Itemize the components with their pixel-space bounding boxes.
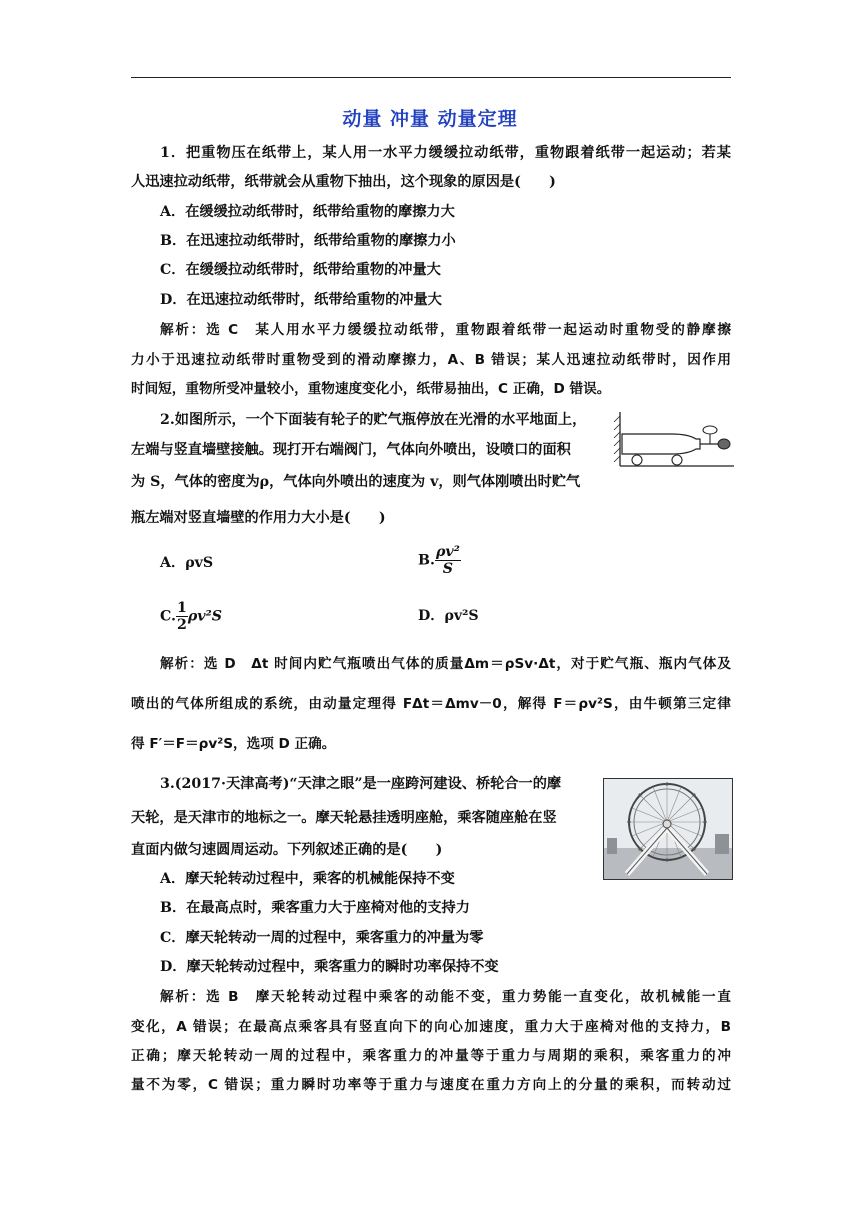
q1-option-b: B．在迅速拉动纸带时，纸带给重物的摩擦力小 <box>160 233 456 249</box>
q3-solution-line-2: 变化，A 错误；在最高点乘客具有竖直向下的向心加速度，重力大于座椅对他的支持力，B <box>131 1019 731 1035</box>
q3-option-a: A．摩天轮转动过程中，乘客的机械能保持不变 <box>160 871 455 887</box>
q1-option-a: A．在缓缓拉动纸带时，纸带给重物的摩擦力大 <box>160 204 455 220</box>
q2-option-c-denominator: 2 <box>176 617 187 633</box>
q3-stem-line-2: 天轮，是天津市的地标之一。摩天轮悬挂透明座舱，乘客随座舱在竖 <box>131 810 557 826</box>
q1-solution-line-1: 解析：选 C 某人用水平力缓缓拉动纸带，重物跟着纸带一起运动时重物受的静摩擦 <box>160 322 731 338</box>
q2-option-d: D．ρv²S <box>418 608 479 624</box>
q2-option-c-fraction <box>176 600 188 633</box>
q2-option-a: A．ρvS <box>160 555 214 571</box>
q2-option-b <box>418 544 461 577</box>
gas-cylinder-figure <box>612 410 736 472</box>
q3-option-c: C．摩天轮转动一周的过程中，乘客重力的冲量为零 <box>160 930 484 946</box>
q2-option-b-numerator: ρv² <box>435 544 460 560</box>
q3-solution-line-4: 量不为零，C 错误；重力瞬时功率等于重力与速度在重力方向上的分量的乘积，而转动过 <box>131 1077 731 1093</box>
q2-option-c-numerator: 1 <box>176 600 187 616</box>
q1-solution-line-2: 力小于迅速拉动纸带时重物受到的滑动摩擦力，A、B 错误；某人迅速拉动纸带时，因作用 <box>131 352 731 368</box>
q2-stem-line-3: 为 S，气体的密度为ρ，气体向外喷出的速度为 v，则气体刚喷出时贮气 <box>131 474 581 490</box>
q3-option-d: D．摩天轮转动过程中，乘客重力的瞬时功率保持不变 <box>160 959 499 975</box>
q2-option-b-fraction <box>435 544 461 577</box>
q3-solution-line-3: 正确；摩天轮转动一周的过程中，乘客重力的冲量等于重力与周期的乘积，乘客重力的冲 <box>131 1048 731 1064</box>
q2-solution-line-2: 喷出的气体所组成的系统，由动量定理得 FΔt＝Δmv－0，解得 F＝ρv²S，由牛顿第三定律 <box>131 696 731 712</box>
q1-option-c: C．在缓缓拉动纸带时，纸带给重物的冲量大 <box>160 262 441 278</box>
q2-option-b-denominator: S <box>442 561 454 577</box>
q1-solution-line-3: 时间短，重物所受冲量较小，重物速度变化小，纸带易抽出，C 正确，D 错误。 <box>131 381 611 397</box>
q2-solution-line-3: 得 F′＝F＝ρv²S，选项 D 正确。 <box>131 736 336 752</box>
q3-option-b: B．在最高点时，乘客重力大于座椅对他的支持力 <box>160 900 470 916</box>
q3-stem-line-3: 直面内做匀速圆周运动。下列叙述正确的是( ) <box>131 842 443 858</box>
q3-stem-line-1: 3.(2017·天津高考)“天津之眼”是一座跨河建设、桥轮合一的摩 <box>160 776 562 792</box>
q2-option-c <box>160 600 222 633</box>
q2-stem-line-1: 2.如图所示，一个下面装有轮子的贮气瓶停放在光滑的水平地面上， <box>160 412 587 428</box>
header-rule <box>131 77 731 78</box>
page-title: 动量 冲量 动量定理 <box>342 108 518 130</box>
q2-option-b-label: B. <box>418 552 435 569</box>
q1-stem-line-2: 人迅速拉动纸带，纸带就会从重物下抽出，这个现象的原因是( ) <box>131 174 556 190</box>
ferris-wheel-photo <box>603 778 733 880</box>
q2-solution-line-1: 解析：选 D Δt 时间内贮气瓶喷出气体的质量Δm＝ρSv·Δt，对于贮气瓶、瓶内气体及 <box>160 656 731 672</box>
q1-stem-line-1: 1．把重物压在纸带上，某人用一水平力缓缓拉动纸带，重物跟着纸带一起运动；若某 <box>160 145 731 161</box>
q2-stem-line-2: 左端与竖直墙壁接触。现打开右端阀门，气体向外喷出，设喷口的面积 <box>131 442 571 458</box>
q2-stem-line-4: 瓶左端对竖直墙壁的作用力大小是( ) <box>131 510 386 526</box>
q2-option-c-expression: ρv²S <box>187 608 222 625</box>
q1-option-d: D．在迅速拉动纸带时，纸带给重物的冲量大 <box>160 292 442 308</box>
q3-solution-line-1: 解析：选 B 摩天轮转动过程中乘客的动能不变，重力势能一直变化，故机械能一直 <box>160 989 731 1005</box>
q2-option-c-label: C. <box>160 608 176 625</box>
